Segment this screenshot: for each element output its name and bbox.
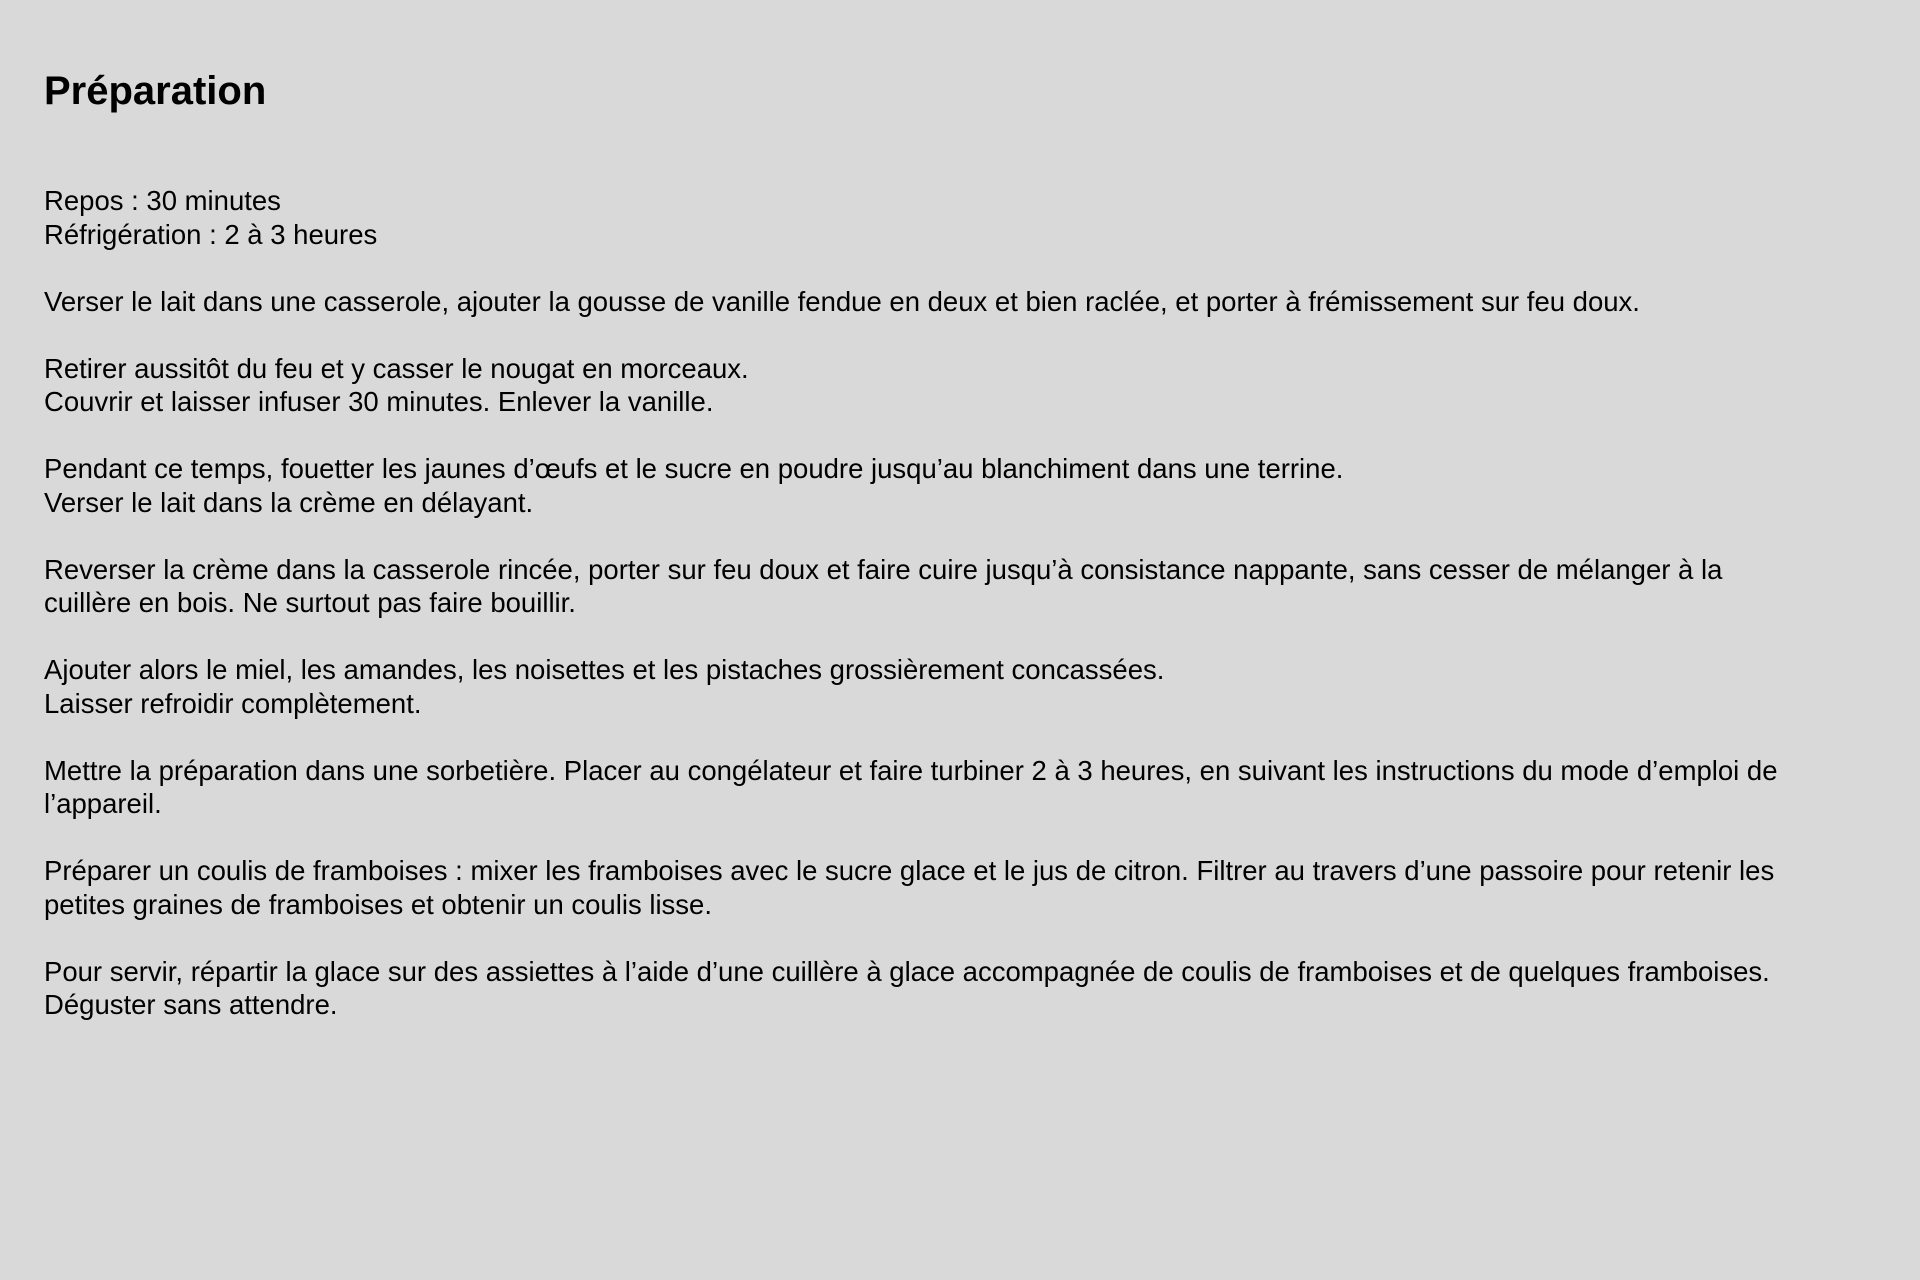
text-line: Verser le lait dans la crème en délayant. (44, 486, 534, 518)
preparation-body (44, 184, 1894, 1055)
text-line: Réfrigération : 2 à 3 heures (44, 218, 378, 250)
page-title: Préparation (44, 69, 267, 113)
paragraph-step (44, 653, 1894, 720)
paragraph-step (44, 285, 1894, 319)
paragraph-step (44, 854, 1894, 921)
paragraph-times (44, 184, 1894, 251)
paragraph-step (44, 553, 1894, 620)
text-line: petites graines de framboises et obtenir un coulis lisse. (44, 888, 712, 920)
text-line: Couvrir et laisser infuser 30 minutes. Enlever la vanille. (44, 386, 714, 417)
text-line: Repos : 30 minutes (44, 185, 281, 216)
text-line: cuillère en bois. Ne surtout pas faire bouillir. (44, 587, 576, 618)
text-line: Pendant ce temps, fouetter les jaunes d’œufs et le sucre en poudre jusqu’au blanchiment dans une terrine. (44, 453, 1344, 484)
text-line: Reverser la crème dans la casserole rincée, porter sur feu doux et faire cuire jusqu’à consistance nappante, sans cesser de mélanger à la (44, 553, 1723, 585)
text-line: Mettre la préparation dans une sorbetière. Placer au congélateur et faire turbiner 2 à 3 heures, en suivant les instructions du mode d’emploi de (44, 754, 1778, 786)
text-line: Pour servir, répartir la glace sur des assiettes à l’aide d’une cuillère à glace accompagnée de coulis de framboises et de quelques framboises. (44, 955, 1770, 987)
text-line: Laisser refroidir complètement. (44, 687, 422, 719)
text-line: Préparer un coulis de framboises : mixer les framboises avec le sucre glace et le jus de citron. Filtrer au travers d’une passoire pour retenir les (44, 855, 1775, 886)
paragraph-step (44, 352, 1894, 419)
paragraph-step (44, 452, 1894, 519)
paragraph-step (44, 955, 1894, 1022)
paragraph-step (44, 754, 1894, 821)
text-line: Ajouter alors le miel, les amandes, les noisettes et les pistaches grossièrement concassées. (44, 654, 1165, 685)
text-line: Retirer aussitôt du feu et y casser le nougat en morceaux. (44, 352, 749, 384)
text-line: l’appareil. (44, 788, 162, 819)
text-line: Déguster sans attendre. (44, 989, 338, 1020)
text-line: Verser le lait dans une casserole, ajouter la gousse de vanille fendue en deux et bien raclée, et porter à frémissement sur feu doux. (44, 285, 1640, 317)
